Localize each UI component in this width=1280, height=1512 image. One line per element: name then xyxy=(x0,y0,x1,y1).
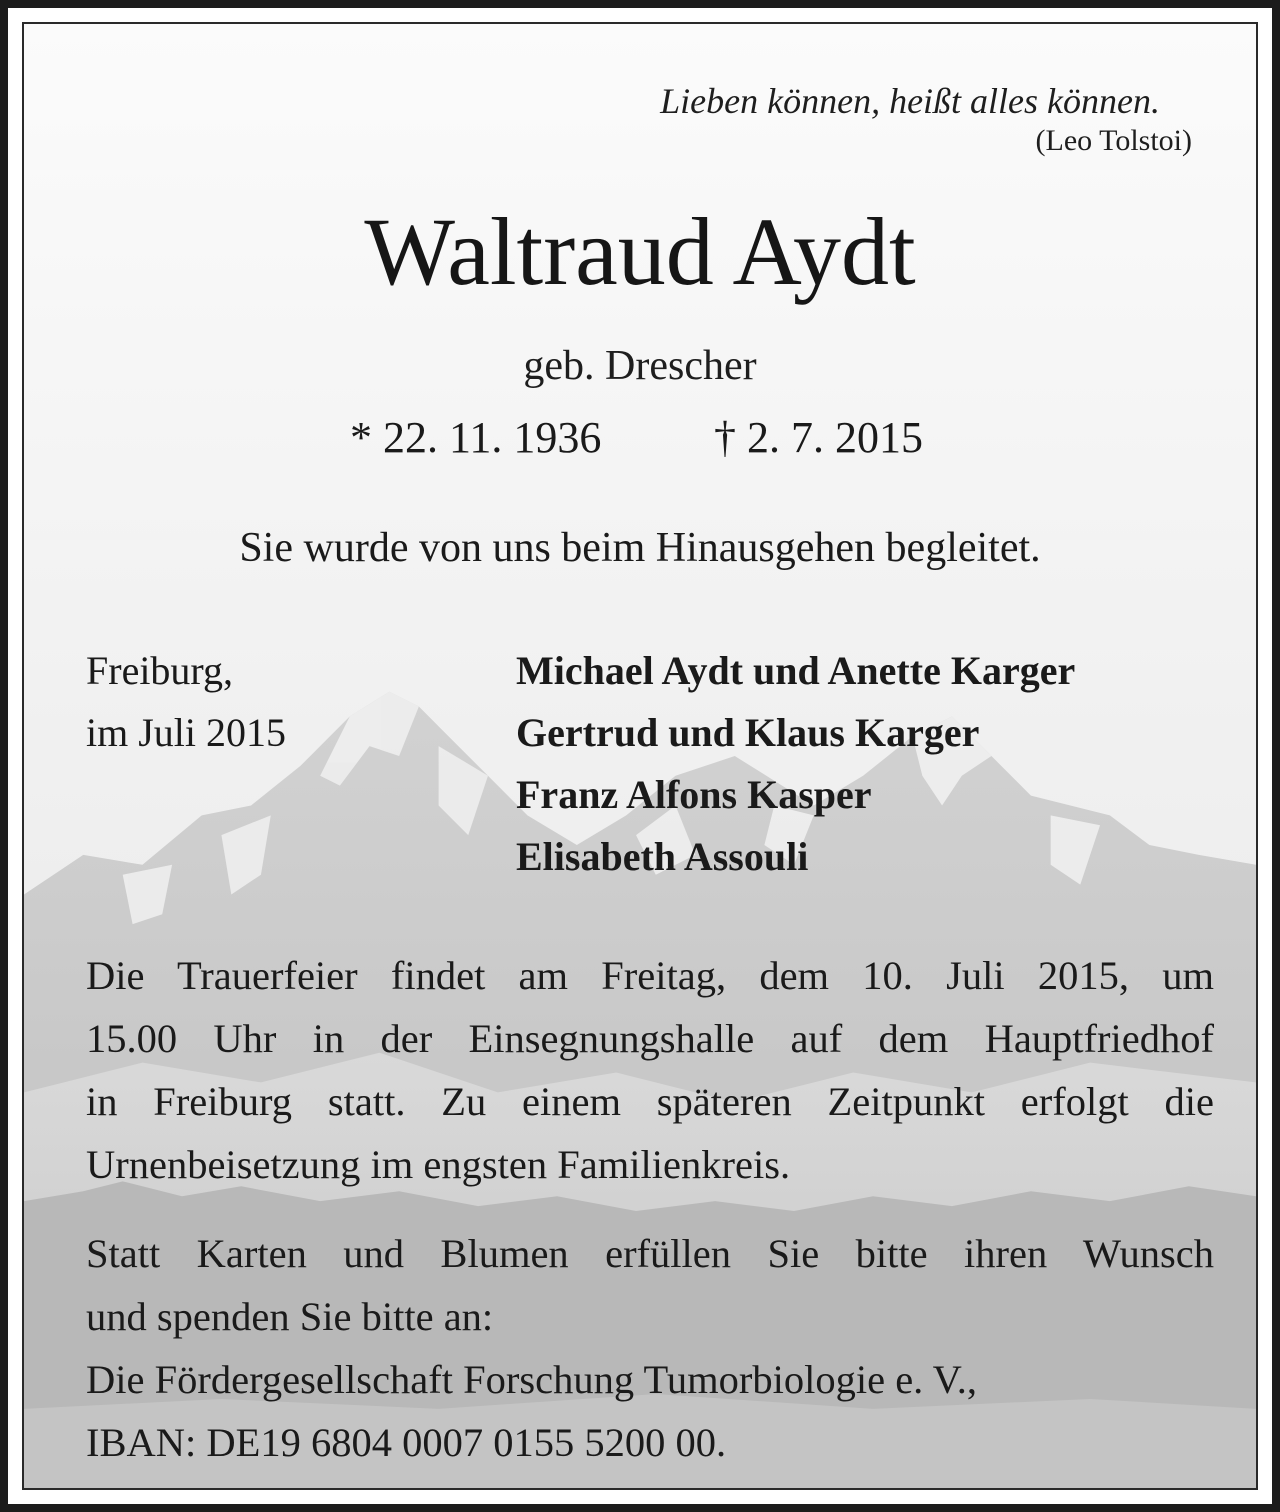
funeral-notice-line: 15.00 Uhr in der Einsegnungshalle auf dem Hauptfriedhof xyxy=(86,1016,1214,1061)
quote-text: Lieben können, heißt alles können. xyxy=(660,81,1160,121)
donation-notice-line: Die Fördergesellschaft Forschung Tumorbiologie e. V., xyxy=(86,1357,977,1402)
iban-line: IBAN: DE19 6804 0007 0155 5200 00. xyxy=(86,1420,727,1465)
birth-date: * 22. 11. 1936 xyxy=(350,413,602,462)
death-date: † 2. 7. 2015 xyxy=(714,413,923,462)
place-date xyxy=(86,640,286,764)
funeral-notice-line: Urnenbeisetzung im engsten Familienkreis. xyxy=(86,1142,791,1187)
donation-notice-line: und spenden Sie bitte an: xyxy=(86,1294,494,1339)
mourner-name: Franz Alfons Kasper xyxy=(516,772,872,817)
date-line: im Juli 2015 xyxy=(86,710,287,755)
mourners-list xyxy=(516,640,1075,888)
obituary-panel xyxy=(22,22,1258,1490)
mourner-name: Elisabeth Assouli xyxy=(516,834,809,879)
mourner-name: Gertrud und Klaus Karger xyxy=(516,710,980,755)
maiden-name: geb. Drescher xyxy=(523,343,757,389)
funeral-notice-line: Die Trauerfeier findet am Freitag, dem 10. Juli 2015, um xyxy=(86,953,1214,998)
funeral-notice xyxy=(86,944,1214,1196)
donation-notice-line: Statt Karten und Blumen erfüllen Sie bitte ihren Wunsch xyxy=(86,1231,1214,1276)
donation-notice xyxy=(86,1222,1214,1474)
funeral-notice-line: in Freiburg statt. Zu einem späteren Zeitpunkt erfolgt die xyxy=(86,1079,1214,1124)
obituary-text xyxy=(24,24,1256,1488)
mourner-name: Michael Aydt und Anette Karger xyxy=(516,648,1076,693)
farewell-line: Sie wurde von uns beim Hinausgehen begleitet. xyxy=(239,525,1041,571)
quote-author: (Leo Tolstoi) xyxy=(1035,124,1192,157)
place-line: Freiburg, xyxy=(86,648,234,693)
deceased-name: Waltraud Aydt xyxy=(364,198,916,305)
